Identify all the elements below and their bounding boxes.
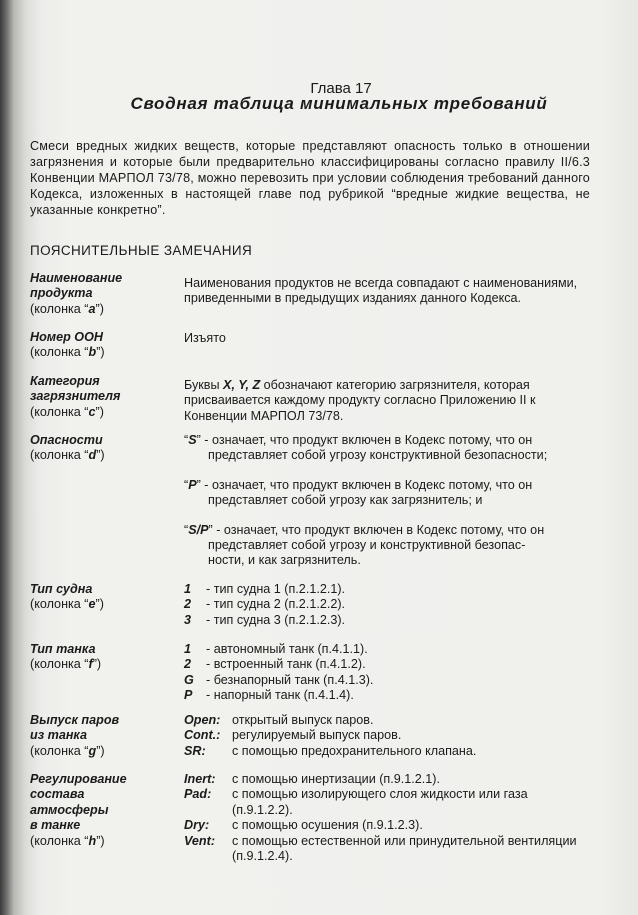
column-ref: (колонка “c”) xyxy=(30,404,104,419)
term-tank-type xyxy=(30,642,180,673)
term-ship-type xyxy=(30,582,180,613)
def-un-number: Изъято xyxy=(184,331,226,345)
page-title: Сводная таблица минимальных требований xyxy=(130,94,548,113)
list-item: 2 - тип судна 2 (п.2.1.2.2). xyxy=(184,597,346,612)
term-title: состава xyxy=(30,787,85,802)
def-ship-type xyxy=(184,582,584,628)
column-ref: (колонка “e”) xyxy=(30,597,104,612)
term-hazards xyxy=(30,433,180,464)
term-title: Тип танка xyxy=(30,642,96,656)
list-item: 1 - автономный танк (п.4.1.1). xyxy=(184,642,368,656)
term-title: Наименование xyxy=(30,271,123,285)
term-title: Номер ООН xyxy=(30,330,103,344)
term-atmosphere-control xyxy=(30,772,180,849)
def-atmosphere-control xyxy=(184,772,584,864)
term-vapour-venting xyxy=(30,713,180,759)
list-item: Dry: с помощью осушения (п.9.1.2.3). xyxy=(184,818,423,833)
list-item: Vent: с помощью естественной или принудительной вентиляции (п.9.1.2.4). xyxy=(184,833,577,864)
term-title: атмосферы xyxy=(30,802,109,817)
term-title: Выпуск паров xyxy=(30,713,120,727)
column-ref: (колонка “h”) xyxy=(30,833,105,848)
term-title: Категория xyxy=(30,374,100,388)
notes-heading: ПОЯСНИТЕЛЬНЫЕ ЗАМЕЧАНИЯ xyxy=(30,243,253,258)
column-ref: (колонка “f”) xyxy=(30,657,102,672)
list-item: 1 - тип судна 1 (п.2.1.2.1). xyxy=(184,582,346,596)
list-item: Pad: с помощью изолирующего слоя жидкости или газа (п.9.1.2.2). xyxy=(184,787,528,817)
term-pollution-category xyxy=(30,374,180,420)
term-title: загрязнителя xyxy=(30,389,121,404)
def-hazards xyxy=(184,433,584,583)
def-vapour-venting xyxy=(184,713,584,759)
term-product-name xyxy=(30,271,180,317)
def-pollution-category: Буквы X, Y, Z обозначают категорию загрязнителя, которая присваивается каждому продукту согласно Приложению II к Конвенции МАРПОЛ 73/78. xyxy=(184,378,536,423)
chapter-label: Глава 17 xyxy=(310,80,372,97)
column-ref: (колонка “b”) xyxy=(30,345,105,360)
hazard-item: “P” - означает, что продукт включен в Кодекс потому, что он представляет собой угрозу как загрязнитель; и xyxy=(184,477,533,508)
list-item: G - безнапорный танк (п.4.1.3). xyxy=(184,672,374,687)
hazard-item: “S/P” - означает, что продукт включен в Кодекс потому, что он представляет собой угрозу и конструктивной безопас- ности, и как загрязнитель. xyxy=(184,522,545,568)
list-item: P - напорный танк (п.4.1.4). xyxy=(184,688,354,703)
term-title: продукта xyxy=(30,286,93,301)
hazard-item: “S” - означает, что продукт включен в Кодекс потому, что он представляет собой угрозу конструктивной безопасности; xyxy=(184,433,548,463)
term-title: Регулирование xyxy=(30,772,127,786)
list-item: Open: открытый выпуск паров. xyxy=(184,713,374,727)
column-ref: (колонка “g”) xyxy=(30,743,105,758)
list-item: 2 - встроенный танк (п.4.1.2). xyxy=(184,657,366,672)
column-ref: (колонка “a”) xyxy=(30,301,104,316)
term-title: в танке xyxy=(30,818,81,833)
term-title: Тип судна xyxy=(30,582,93,596)
def-tank-type xyxy=(184,642,584,704)
term-title: Опасности xyxy=(30,433,103,447)
list-item: Cont.: регулируемый выпуск паров. xyxy=(184,728,402,743)
intro-paragraph: Смеси вредных жидких веществ, которые представляют опасность только в отношении загрязнения и которые были предварительно классифицированы согласно правилу II/6.3 Конвенции МАРПОЛ 73/78, можно перевозить при условии соблюдения требований данного Кодекса, изложенных в настоящей главе под рубрикой “вредные жидкие вещества, не указанные конкретно”. xyxy=(30,139,590,217)
def-product-name: Наименования продуктов не всегда совпадают с наименованиями, приведенными в предыдущих изданиях данного Кодекса. xyxy=(184,276,578,306)
term-un-number xyxy=(30,330,180,361)
column-ref: (колонка “d”) xyxy=(30,448,105,463)
term-title: из танка xyxy=(30,728,87,743)
list-item: SR: с помощью предохранительного клапана. xyxy=(184,743,477,758)
list-item: Inert: с помощью инертизации (п.9.1.2.1). xyxy=(184,772,440,786)
list-item: 3 - тип судна 3 (п.2.1.2.3). xyxy=(184,612,346,627)
